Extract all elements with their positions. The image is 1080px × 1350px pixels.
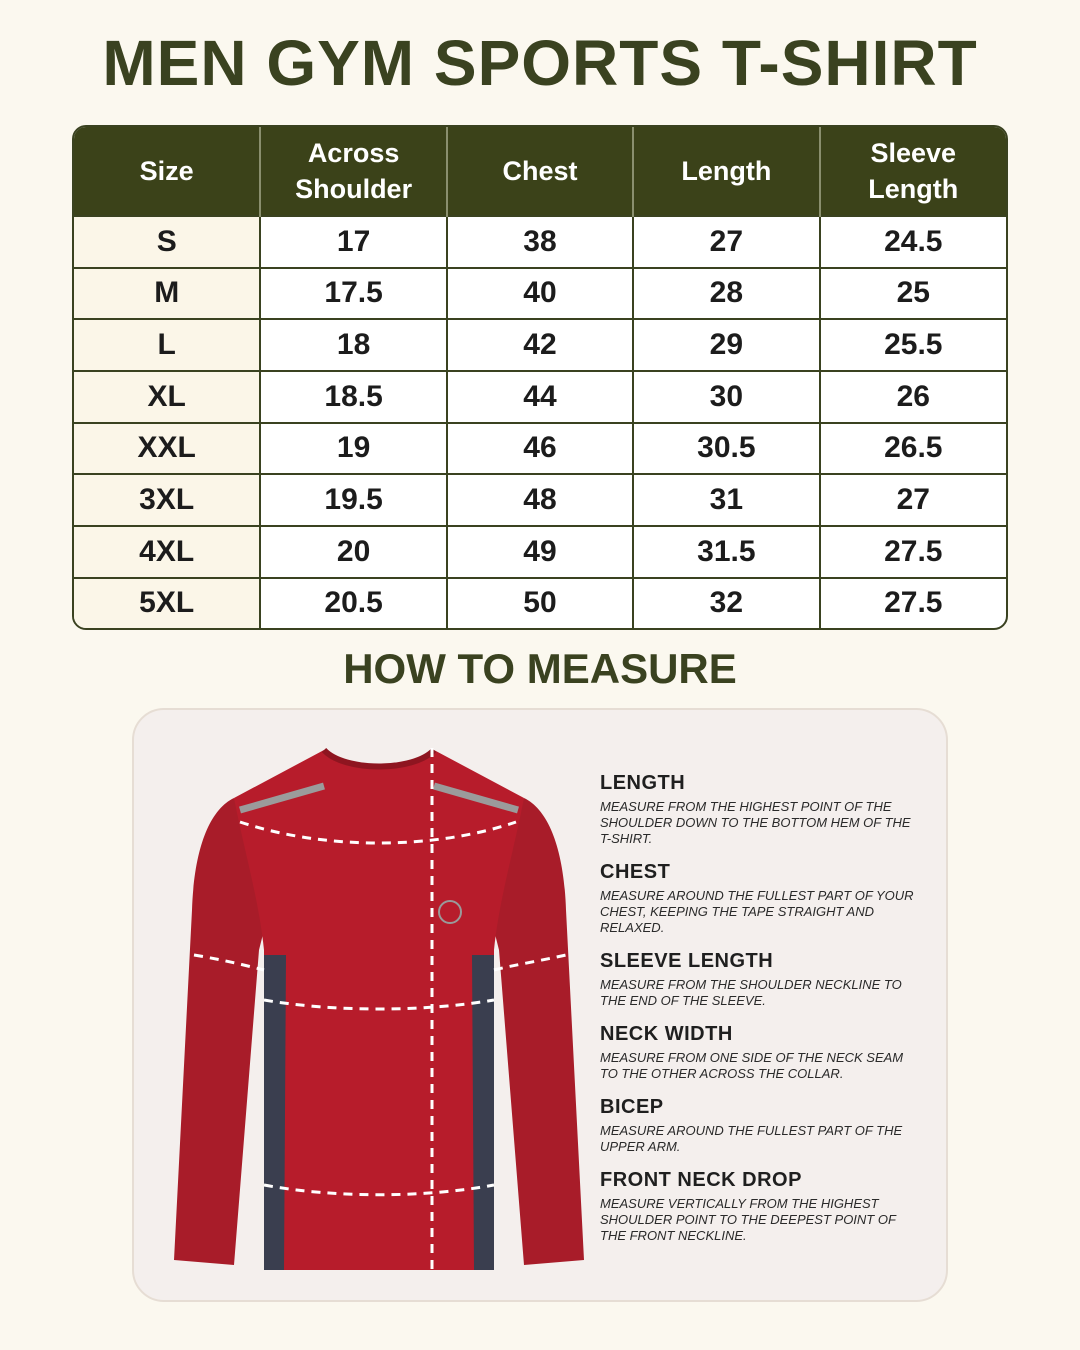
measurement-item bbox=[600, 1023, 920, 1082]
measurement-cell: 40 bbox=[447, 268, 633, 320]
measurement-cell: 26.5 bbox=[820, 423, 1006, 475]
column-header bbox=[74, 127, 260, 216]
size-cell: S bbox=[74, 216, 260, 268]
table-row bbox=[74, 319, 1006, 371]
measurement-cell: 26 bbox=[820, 371, 1006, 423]
column-header-label: Shoulder bbox=[295, 174, 413, 204]
table-row bbox=[74, 371, 1006, 423]
size-table bbox=[74, 127, 1006, 628]
column-header bbox=[633, 127, 819, 216]
measurement-definitions bbox=[600, 772, 920, 1258]
table-row bbox=[74, 526, 1006, 578]
page-title: MEN GYM SPORTS T-SHIRT bbox=[102, 27, 978, 99]
measurement-title: CHEST bbox=[600, 861, 671, 883]
measurement-cell: 27.5 bbox=[820, 526, 1006, 578]
how-to-measure-heading: HOW TO MEASURE bbox=[343, 645, 737, 692]
measurement-description: MEASURE FROM THE HIGHEST POINT OF THE SHOULDER DOWN TO THE BOTTOM HEM OF THE T-SHIRT. bbox=[600, 799, 911, 846]
size-cell: M bbox=[74, 268, 260, 320]
measurement-item bbox=[600, 772, 920, 847]
measurement-cell: 32 bbox=[633, 578, 819, 628]
measurement-cell: 27.5 bbox=[820, 578, 1006, 628]
column-header-label: Across bbox=[307, 137, 400, 168]
measurement-cell: 19 bbox=[260, 423, 446, 475]
measurement-cell: 27 bbox=[820, 474, 1006, 526]
table-header-row bbox=[74, 127, 1006, 216]
measurement-description: MEASURE FROM THE SHOULDER NECKLINE TO THE END OF THE SLEEVE. bbox=[600, 977, 902, 1008]
measurement-cell: 31 bbox=[633, 474, 819, 526]
measurement-cell: 50 bbox=[447, 578, 633, 628]
column-header-label: Size bbox=[139, 155, 194, 186]
measurement-description: MEASURE AROUND THE FULLEST PART OF YOUR CHEST, KEEPING THE TAPE STRAIGHT AND RELAXED. bbox=[600, 888, 914, 935]
measurement-cell: 42 bbox=[447, 319, 633, 371]
measurement-cell: 17 bbox=[260, 216, 446, 268]
measurement-cell: 24.5 bbox=[820, 216, 1006, 268]
size-cell: L bbox=[74, 319, 260, 371]
measurement-item bbox=[600, 1169, 920, 1244]
column-header-label: Chest bbox=[502, 155, 578, 186]
measurement-title: LENGTH bbox=[600, 772, 686, 794]
table-row bbox=[74, 578, 1006, 628]
measurement-description: MEASURE FROM ONE SIDE OF THE NECK SEAM TO THE OTHER ACROSS THE COLLAR. bbox=[600, 1050, 904, 1081]
column-header bbox=[447, 127, 633, 216]
measurement-item bbox=[600, 1096, 920, 1155]
size-cell: 4XL bbox=[74, 526, 260, 578]
measurement-title: NECK WIDTH bbox=[600, 1023, 733, 1045]
measurement-cell: 20 bbox=[260, 526, 446, 578]
measurement-cell: 30 bbox=[633, 371, 819, 423]
size-cell: 3XL bbox=[74, 474, 260, 526]
column-header bbox=[260, 127, 446, 216]
size-chart bbox=[72, 125, 1008, 630]
size-cell: 5XL bbox=[74, 578, 260, 628]
measurement-cell: 18 bbox=[260, 319, 446, 371]
measurement-cell: 27 bbox=[633, 216, 819, 268]
table-row bbox=[74, 423, 1006, 475]
measurement-cell: 38 bbox=[447, 216, 633, 268]
measurement-item bbox=[600, 950, 920, 1009]
column-header-label: Length bbox=[681, 155, 772, 186]
measurement-title: FRONT NECK DROP bbox=[600, 1169, 802, 1191]
measurement-cell: 25 bbox=[820, 268, 1006, 320]
measurement-cell: 30.5 bbox=[633, 423, 819, 475]
measurement-cell: 46 bbox=[447, 423, 633, 475]
size-cell: XXL bbox=[74, 423, 260, 475]
measurement-cell: 31.5 bbox=[633, 526, 819, 578]
column-header-label: Sleeve bbox=[870, 137, 957, 168]
measurement-item bbox=[600, 861, 920, 936]
measurement-title: BICEP bbox=[600, 1096, 664, 1118]
column-header-label: Length bbox=[868, 174, 959, 204]
measurement-cell: 17.5 bbox=[260, 268, 446, 320]
column-header bbox=[820, 127, 1006, 216]
table-row bbox=[74, 216, 1006, 268]
measurement-cell: 20.5 bbox=[260, 578, 446, 628]
measurement-title: SLEEVE LENGTH bbox=[600, 950, 774, 972]
measurement-cell: 49 bbox=[447, 526, 633, 578]
measurement-cell: 18.5 bbox=[260, 371, 446, 423]
measurement-cell: 28 bbox=[633, 268, 819, 320]
how-to-measure-panel bbox=[132, 708, 948, 1302]
table-body bbox=[74, 216, 1006, 628]
measurement-description: MEASURE AROUND THE FULLEST PART OF THE UPPER ARM. bbox=[600, 1123, 903, 1154]
tshirt-illustration bbox=[164, 740, 594, 1280]
measurement-cell: 19.5 bbox=[260, 474, 446, 526]
measurement-cell: 44 bbox=[447, 371, 633, 423]
size-cell: XL bbox=[74, 371, 260, 423]
measurement-cell: 48 bbox=[447, 474, 633, 526]
table-row bbox=[74, 474, 1006, 526]
measurement-cell: 25.5 bbox=[820, 319, 1006, 371]
measurement-cell: 29 bbox=[633, 319, 819, 371]
table-row bbox=[74, 268, 1006, 320]
measurement-description: MEASURE VERTICALLY FROM THE HIGHEST SHOULDER POINT TO THE DEEPEST POINT OF THE FRONT NECKLINE. bbox=[600, 1196, 896, 1243]
